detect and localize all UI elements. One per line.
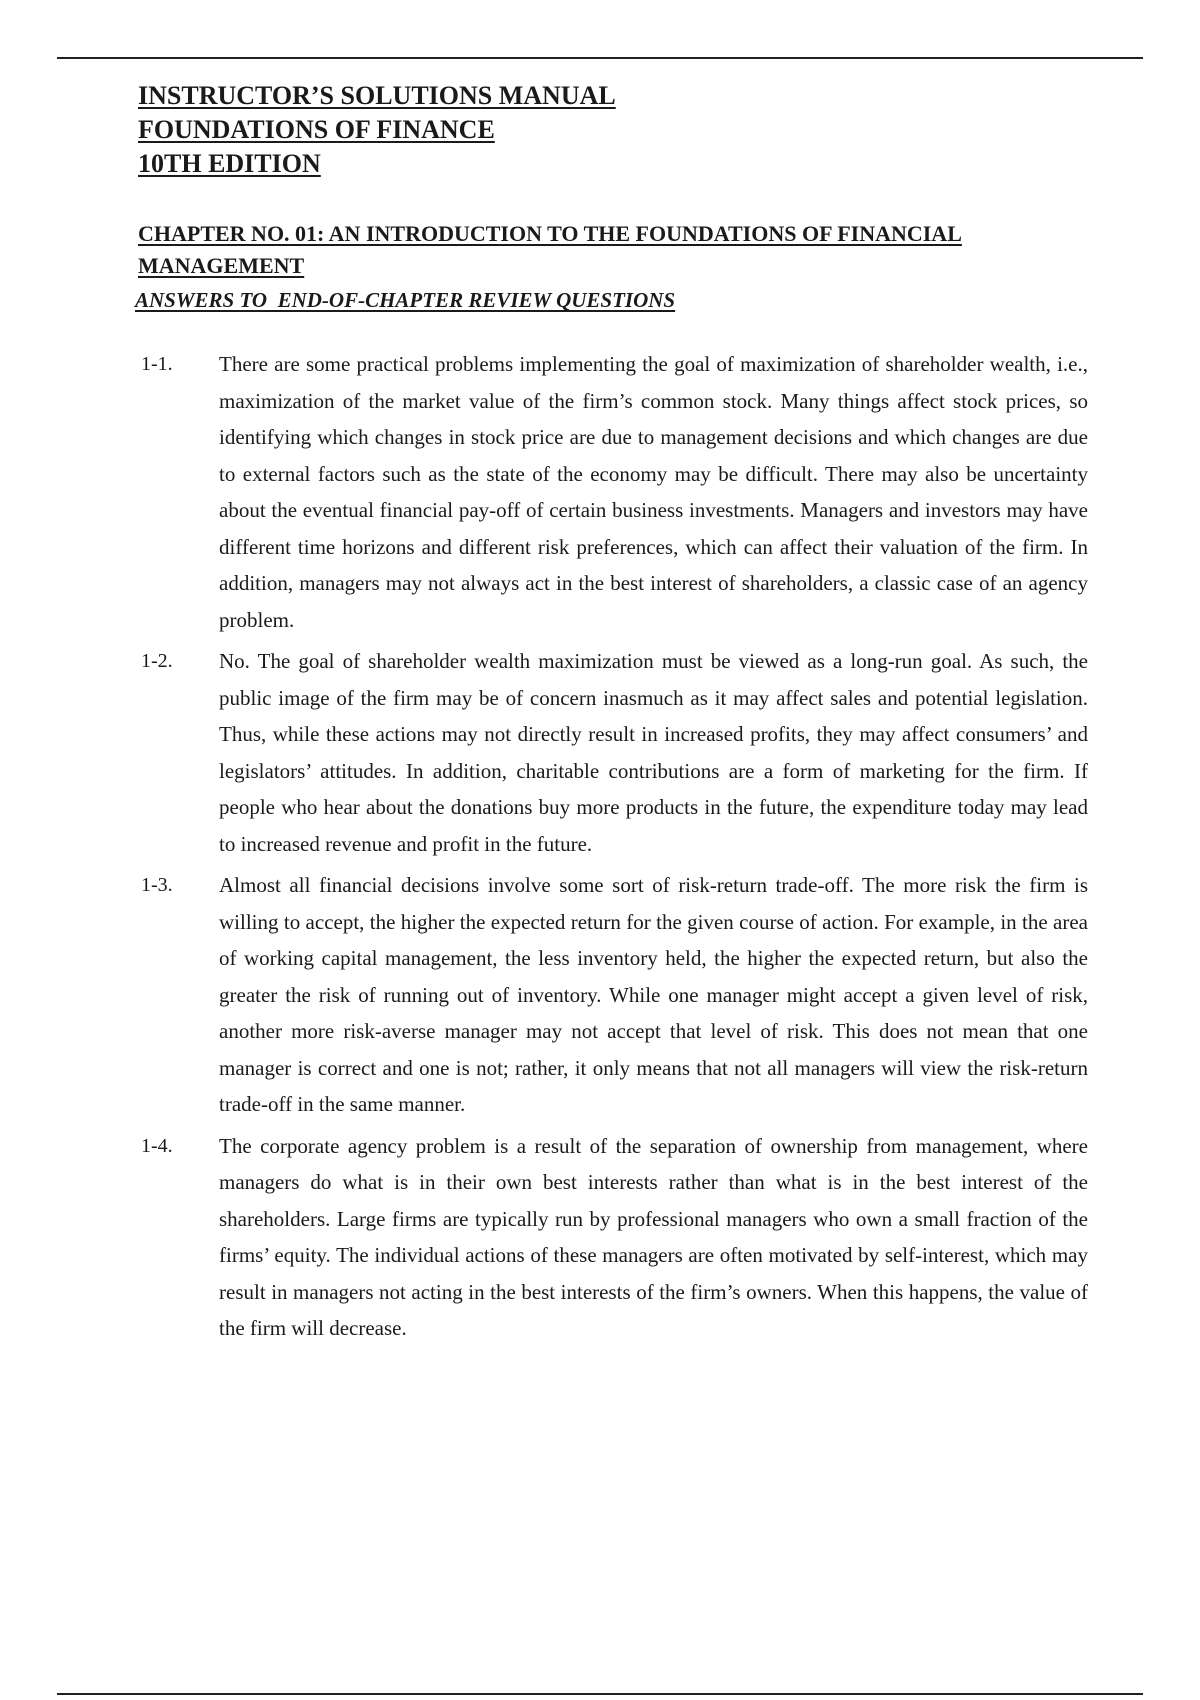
top-rule [57,57,1143,59]
chapter-heading: CHAPTER NO. 01: AN INTRODUCTION TO THE FOUNDATIONS OF FINANCIAL MANAGEMENT [138,221,962,278]
answer-text: Almost all financial decisions involve some sort of risk-return trade-off. The more risk the firm is willing to accept, the higher the expected return for the given course of action. For example, in the area of working capital management, the less inventory held, the higher the expected return, but also the greater the risk of running out of inventory. While one manager might accept a given level of risk, another more risk-averse manager may not accept that level of risk. This does not mean that one manager is correct and one is not; rather, it only means that not all managers will view the risk-return trade-off in the same manner. [219,873,1088,1116]
answer-text: No. The goal of shareholder wealth maximization must be viewed as a long-run goal. As such, the public image of the firm may be of concern inasmuch as it may affect sales and potential legislation. Thus, while these actions may not directly result in increased profits, they may affect consumers’ and legislators’ attitudes. In addition, charitable contributions are a form of marketing for the firm. If people who hear about the donations buy more products in the future, the expenditure today may lead to increased revenue and profit in the future. [219,649,1088,856]
answers-list [138,346,1088,1352]
chapter-subheading: ANSWERS TO END-OF-CHAPTER REVIEW QUESTIONS [135,288,676,312]
chapter-header [135,218,1078,316]
answer-item [138,346,1088,638]
answer-text: There are some practical problems implementing the goal of maximization of shareholder wealth, i.e., maximization of the market value of the firm’s common stock. Many things affect stock prices, so identifying which changes in stock price are due to management decisions and which changes are due to external factors such as the state of the economy may be difficult. There may also be uncertainty about the eventual financial pay-off of certain business investments. Managers and investors may have different time horizons and different risk preferences, which can affect their valuation of the firm. In addition, managers may not always act in the best interest of shareholders, a classic case of an agency problem. [219,352,1088,632]
answer-item [138,643,1088,862]
manual-title-line: INSTRUCTOR’S SOLUTIONS MANUAL [138,81,616,110]
answer-text: The corporate agency problem is a result of the separation of ownership from management, where managers do what is in their own best interests rather than what is in the best interest of the shareholders. Large firms are typically run by professional managers who own a small fraction of the firms’ equity. The individual actions of these managers are often motivated by self-interest, which may result in managers not acting in the best interests of the firm’s owners. When this happens, the value of the firm will decrease. [219,1133,1088,1340]
answer-number: 1-1. [141,353,173,375]
bottom-rule [57,1693,1143,1695]
manual-title-block [138,82,616,184]
book-title-line: FOUNDATIONS OF FINANCE [138,115,495,144]
answer-number: 1-4. [141,1134,173,1157]
answer-number: 1-3. [141,874,173,896]
answer-item [138,867,1088,1123]
answer-number: 1-2. [141,650,173,672]
edition-line: 10TH EDITION [138,149,321,178]
answer-item [138,1128,1088,1347]
